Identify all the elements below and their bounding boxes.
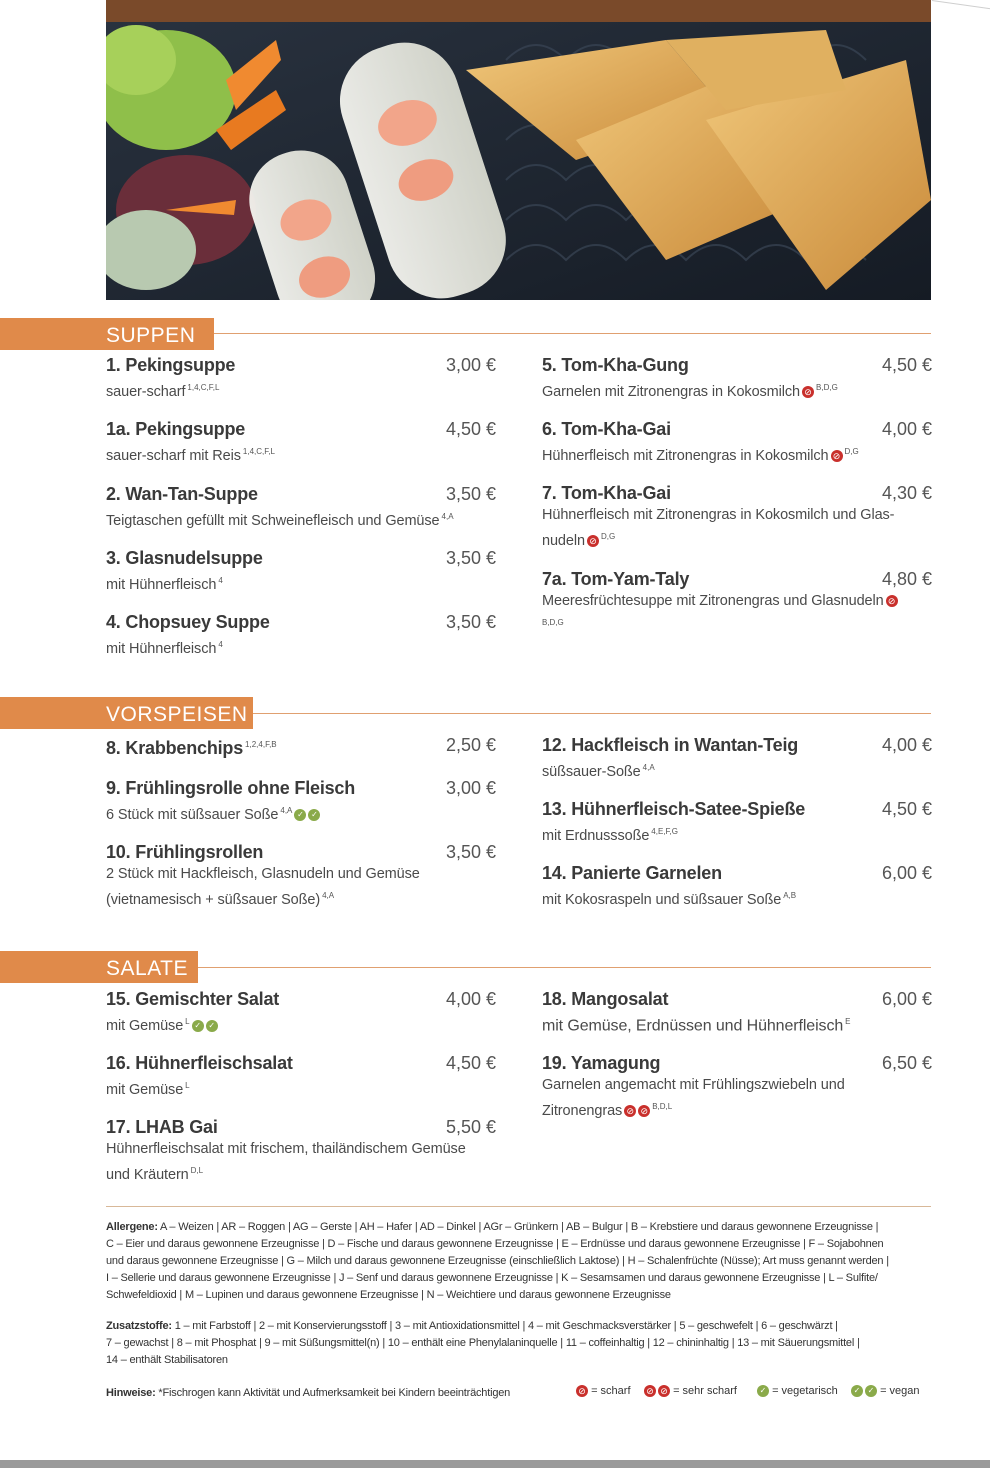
legend-scharf: ⊘ = scharf — [574, 1385, 631, 1397]
menu-item — [542, 798, 932, 847]
item-desc: mit Hühnerfleisch $^4$ — [106, 576, 223, 593]
item-desc: Hühnerfleisch mit Zitronengras in Kokosmilch und Glas- nudeln ⊘ $^{D,G}$ — [542, 507, 895, 549]
menu-item — [542, 568, 932, 638]
chili-icon: ⊘ — [644, 1385, 656, 1397]
chili-icon: ⊘ — [587, 535, 599, 547]
item-price: 6,00 € — [881, 989, 932, 1009]
menu-item — [106, 483, 496, 532]
menu-item — [542, 1052, 932, 1122]
section-vorspeisen-header: VORSPEISEN — [0, 697, 253, 729]
legend-vegan: ✓ ✓ = vegan — [849, 1385, 920, 1397]
section-suppen-header: SUPPEN — [0, 318, 214, 350]
item-name: 5. Tom-Kha-Gung — [542, 355, 689, 375]
zusatzstoffe-block: Zusatzstoffe: 1 – mit Farbstoff | 2 – mit Konservierungsstoff | 3 – mit Antioxidationsmittel | 4 – mit Geschmacksverstärker | 5 – geschwefelt | 6 – geschwärzt | 7 – gewachst | 8 – mit Phosphat | 9 – mit Süßungsmittel(n) | 10 – enthält eine Phenylalaninquelle | 11 – coffeinhaltig | 12 – chininhaltig | 13 – mit Säuerungsmittel | 14 – enthält Stabilisatoren — [106, 1320, 860, 1366]
item-name: 18. Mangosalat — [542, 989, 669, 1009]
item-price: 6,00 € — [881, 863, 932, 883]
item-name: 1a. Pekingsuppe — [106, 419, 246, 439]
chili-icon: ⊘ — [624, 1105, 636, 1117]
item-name: 17. LHAB Gai — [106, 1117, 218, 1137]
item-price: 4,50 € — [881, 355, 932, 375]
food-photo — [106, 0, 931, 300]
item-price: 3,50 € — [445, 612, 496, 632]
menu-item — [106, 841, 496, 911]
item-desc: mit Kokosraspeln und süßsauer Soße $^{A,B}$ — [542, 891, 797, 908]
menu-item — [542, 862, 932, 911]
menu-item — [542, 734, 932, 783]
item-price: 2,50 € — [445, 735, 496, 755]
item-desc: 6 Stück mit süßsauer Soße $^{4,A}$ ✓ ✓ — [106, 800, 496, 826]
menu-item — [106, 1052, 496, 1101]
vegetarian-icon: ✓ — [206, 1020, 218, 1032]
item-desc: mit Hühnerfleisch $^4$ — [106, 640, 223, 657]
vegan-icon: ✓ — [865, 1385, 877, 1397]
item-price: 6,50 € — [881, 1053, 932, 1073]
page-bottom-bar — [0, 1460, 990, 1468]
item-price: 5,50 € — [445, 1117, 496, 1137]
menu-item — [106, 611, 496, 660]
item-desc: mit Gemüse $^L$ — [106, 1081, 190, 1098]
item-name: 6. Tom-Kha-Gai — [542, 419, 671, 439]
item-name: 2. Wan-Tan-Suppe — [106, 484, 258, 504]
item-desc: Teigtaschen gefüllt mit Schweinefleisch und Gemüse $^{4,A}$ — [106, 512, 454, 529]
menu-item — [106, 988, 496, 1037]
item-name: 16. Hühnerfleischsalat — [106, 1053, 293, 1073]
item-desc: Garnelen mit Zitronengras in Kokosmilch ⊘ $^{B,D,G}$ — [542, 383, 838, 400]
section-suppen-rule — [214, 333, 931, 334]
chili-icon: ⊘ — [638, 1105, 650, 1117]
item-name: 8. Krabbenchips $^{1,2,4,F,B}$ — [106, 738, 277, 758]
item-desc: Garnelen angemacht mit Frühlingszwiebeln und Zitronengras ⊘ ⊘ $^{B,D,L}$ — [542, 1077, 845, 1119]
item-desc: mit Gemüse, Erdnüssen und Hühnerfleisch $^E$ — [542, 1017, 851, 1035]
vegan-icon: ✓ — [851, 1385, 863, 1397]
vegetarian-icon: ✓ — [294, 809, 306, 821]
item-name: 15. Gemischter Salat — [106, 989, 280, 1009]
item-name: 7a. Tom-Yam-Taly — [542, 569, 690, 589]
item-desc: süßsauer-Soße $^{4,A}$ — [542, 763, 655, 780]
item-desc: Hühnerfleisch mit Zitronengras in Kokosmilch ⊘ $^{D,G}$ — [542, 447, 859, 464]
item-desc: sauer-scharf $^{1,4,C,F,L}$ — [106, 383, 220, 400]
item-desc: mit Gemüse $^L$ ✓ ✓ — [106, 1011, 496, 1037]
item-price: 4,80 € — [881, 569, 932, 589]
hinweise-block: Hinweise: *Fischrogen kann Aktivität und Aufmerksamkeit bei Kindern beeinträchtigen — [106, 1387, 511, 1399]
menu-item — [542, 418, 932, 467]
item-price: 3,50 € — [445, 548, 496, 568]
menu-item — [542, 482, 932, 552]
section-salate-header: SALATE — [0, 951, 198, 983]
item-name: 19. Yamagung — [542, 1053, 661, 1073]
item-name: 9. Frühlingsrolle ohne Fleisch — [106, 778, 356, 798]
item-price: 4,50 € — [881, 799, 932, 819]
item-price: 3,50 € — [445, 842, 496, 862]
menu-item — [106, 418, 496, 467]
item-desc: Hühnerfleischsalat mit frischem, thailändischem Gemüse und Kräutern $^{D,L}$ — [106, 1141, 466, 1183]
item-price: 4,00 € — [881, 419, 932, 439]
item-name: 1. Pekingsuppe — [106, 355, 236, 375]
item-price: 3,00 € — [445, 778, 496, 798]
item-price: 4,50 € — [445, 1053, 496, 1073]
item-desc: sauer-scharf mit Reis $^{1,4,C,F,L}$ — [106, 447, 275, 464]
item-desc: 2 Stück mit Hackfleisch, Glasnudeln und Gemüse (vietnamesisch + süßsauer Soße) $^{4,A}$ — [106, 866, 420, 908]
legend-vegetarisch: ✓ = vegetarisch — [755, 1385, 838, 1397]
section-salate-rule — [198, 967, 931, 968]
menu-item — [106, 734, 496, 759]
chili-icon: ⊘ — [802, 386, 814, 398]
item-name: 7. Tom-Kha-Gai — [542, 483, 671, 503]
item-price: 4,30 € — [881, 483, 932, 503]
item-price: 4,50 € — [445, 419, 496, 439]
item-desc: mit Erdnusssoße $^{4,E,F,G}$ — [542, 827, 678, 844]
footer-rule — [106, 1206, 931, 1207]
vegetarian-icon: ✓ — [192, 1020, 204, 1032]
allergene-block: Allergene: A – Weizen | AR – Roggen | AG – Gerste | AH – Hafer | AD – Dinkel | AGr – Grünkern | AB – Bulgur | B – Krebstiere und daraus gewonnene Erzeugnisse | C – Eier und daraus gewonnene Erzeugnisse | D – Fische und daraus gewonnene Erzeugnisse | E – Erdnüsse und daraus gewonnene Erzeugnisse | F – Sojabohnen und daraus gewonnene Erzeugnisse | G – Milch und daraus gewonnene Erzeugnisse (einschließlich Laktose) | H – Schalenfrüchte (Nüsse); Art muss genannt werden | I – Sellerie und daraus gewonnene Erzeugnisse | J – Senf und daraus gewonnene Erzeugnisse | K – Sesamsamen und daraus gewonnene Erzeugnisse | L – Sulfite/ Schwefeldioxid | M – Lupinen und daraus gewonnene Erzeugnisse | N – Weichtiere und daraus gewonnene Erzeugnisse — [106, 1221, 889, 1301]
chili-icon: ⊘ — [658, 1385, 670, 1397]
menu-item — [542, 354, 932, 403]
menu-item — [106, 354, 496, 403]
food-photo-illustration — [106, 0, 931, 300]
chili-icon: ⊘ — [831, 450, 843, 462]
chili-icon: ⊘ — [576, 1385, 588, 1397]
vegetarian-icon: ✓ — [757, 1385, 769, 1397]
menu-item — [542, 988, 932, 1036]
chili-icon: ⊘ — [886, 595, 898, 607]
item-name: 4. Chopsuey Suppe — [106, 612, 270, 632]
item-price: 4,00 € — [881, 735, 932, 755]
menu-item — [106, 1116, 496, 1186]
item-name: 12. Hackfleisch in Wantan-Teig — [542, 735, 799, 755]
section-vorspeisen-rule — [253, 713, 931, 714]
item-price: 3,50 € — [445, 484, 496, 504]
item-name: 14. Panierte Garnelen — [542, 863, 722, 883]
legend-sehr-scharf: ⊘ ⊘ = sehr scharf — [642, 1385, 737, 1397]
item-desc: Meeresfrüchtesuppe mit Zitronengras und Glasnudeln ⊘ $^{B,D,G}$ — [542, 591, 932, 638]
vegetarian-icon: ✓ — [308, 809, 320, 821]
item-price: 4,00 € — [445, 989, 496, 1009]
menu-item — [106, 547, 496, 596]
item-price: 3,00 € — [445, 355, 496, 375]
item-name: 3. Glasnudelsuppe — [106, 548, 263, 568]
item-name: 10. Frühlingsrollen — [106, 842, 264, 862]
item-name: 13. Hühnerfleisch-Satee-Spieße — [542, 799, 806, 819]
menu-item — [106, 777, 496, 826]
